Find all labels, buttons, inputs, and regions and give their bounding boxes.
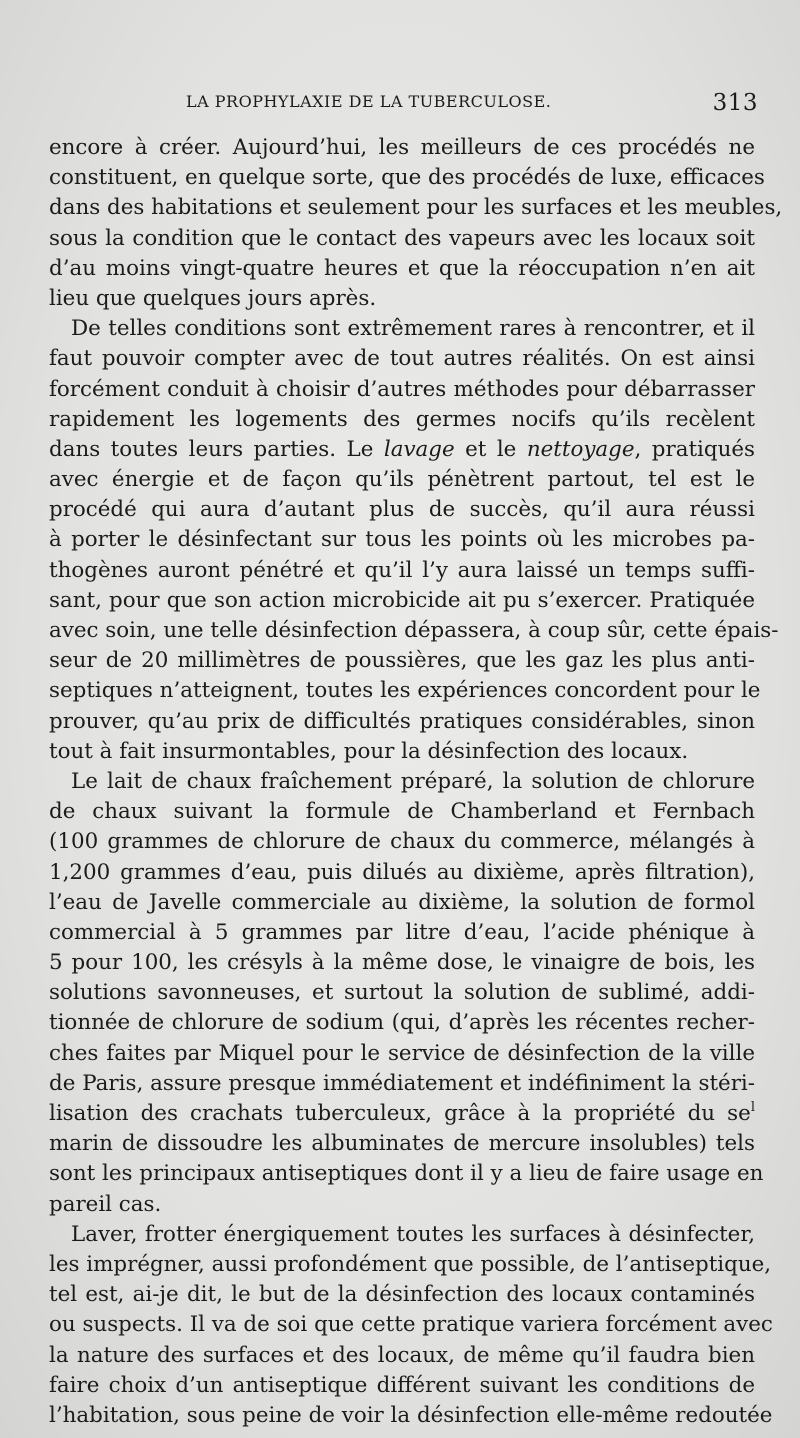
text-line: tionnée de chlorure de sodium (qui, d’après les récentes recher- bbox=[49, 1010, 755, 1036]
text-line: pareil cas. bbox=[49, 1191, 162, 1217]
text-line: dans des habitations et seulement pour les surfaces et les meubles, bbox=[49, 195, 783, 221]
text-line: ou suspects. Il va de soi que cette pratique variera forcément avec bbox=[49, 1312, 773, 1338]
text-line: les imprégner, aussi profondément que possible, de l’antiseptique, bbox=[49, 1251, 772, 1277]
text-line: constituent, en quelque sorte, que des procédés de luxe, efficaces bbox=[49, 165, 765, 191]
text-run: lisation des crachats tuberculeux, grâce à la propriété du se bbox=[49, 1101, 751, 1126]
paragraph-first-line: De telles conditions sont extrêmement rares à rencontrer, et il bbox=[71, 316, 755, 342]
text-line: procédé qui aura d’autant plus de succès, qu’il aura réussi bbox=[49, 497, 755, 523]
text-line: septiques n’atteignent, toutes les expériences concordent pour le bbox=[49, 678, 761, 704]
text-line: sant, pour que son action microbicide ait pu s’exercer. Pratiquée bbox=[49, 587, 755, 613]
text-line: lieu que quelques jours après. bbox=[49, 285, 377, 311]
text-line: marin de dissoudre les albuminates de mercure insolubles) tels bbox=[49, 1131, 755, 1157]
text-line: de chaux suivant la formule de Chamberland et Fernbach bbox=[49, 799, 755, 825]
text-line: avec énergie et de façon qu’ils pénètrent partout, tel est le bbox=[49, 467, 755, 493]
text-line: encore à créer. Aujourd’hui, les meilleurs de ces procédés ne bbox=[49, 135, 755, 160]
paragraph-first-line: Laver, frotter énergiquement toutes les surfaces à désinfecter, bbox=[71, 1221, 755, 1247]
text-line: commercial à 5 grammes par litre d’eau, l’acide phénique à bbox=[49, 919, 755, 945]
text-line: solutions savonneuses, et surtout la solution de sublimé, addi- bbox=[49, 980, 755, 1006]
text-line: la nature des surfaces et des locaux, de même qu’il faudra bien bbox=[49, 1342, 755, 1368]
text-line: d’au moins vingt-quatre heures et que la réoccupation n’en ait bbox=[49, 255, 755, 281]
text-line: l’habitation, sous peine de voir la désinfection elle-même redoutée bbox=[49, 1402, 773, 1428]
text-line: l’eau de Javelle commerciale au dixième, la solution de formol bbox=[49, 889, 755, 915]
page-number: 313 bbox=[712, 90, 758, 116]
body-text bbox=[49, 133, 783, 1431]
text-line: faire choix d’un antiseptique différent suivant les conditions de bbox=[49, 1372, 755, 1398]
text-line: ches faites par Miquel pour le service de désinfection de la ville bbox=[49, 1040, 755, 1066]
italic-term-lavage: lavage bbox=[383, 436, 455, 462]
text-line: seur de 20 millimètres de poussières, que les gaz les plus anti- bbox=[49, 648, 755, 674]
superscript-letter: l bbox=[750, 1100, 755, 1115]
text-line: (100 grammes de chlorure de chaux du commerce, mélangés à bbox=[49, 829, 755, 855]
italic-term-nettoyage: nettoyage bbox=[526, 436, 635, 462]
text-line bbox=[49, 1099, 755, 1129]
paragraph-first-line: Le lait de chaux fraîchement préparé, la solution de chlorure bbox=[71, 768, 755, 794]
text-line: de Paris, assure presque immédiatement et indéfiniment la stéri- bbox=[49, 1070, 755, 1096]
text-line: forcément conduit à choisir d’autres méthodes pour débarrasser bbox=[49, 376, 755, 402]
text-line: tout à fait insurmontables, pour la désinfection des locaux. bbox=[49, 738, 689, 764]
text-line: faut pouvoir compter avec de tout autres réalités. On est ainsi bbox=[49, 346, 755, 372]
text-line: à porter le désinfectant sur tous les points où les microbes pa- bbox=[49, 527, 755, 553]
text-run: , pratiqués bbox=[634, 436, 755, 462]
text-line bbox=[49, 435, 755, 465]
text-run: dans toutes leurs parties. Le bbox=[49, 436, 384, 462]
text-run: et le bbox=[454, 436, 527, 462]
text-line: avec soin, une telle désinfection dépassera, à coup sûr, cette épais- bbox=[49, 618, 779, 643]
text-line: 1,200 grammes d’eau, puis dilués au dixième, après filtration), bbox=[49, 859, 755, 885]
text-line: 5 pour 100, les crésyls à la même dose, le vinaigre de bois, les bbox=[49, 950, 755, 976]
text-line: thogènes auront pénétré et qu’il l’y aura laissé un temps suffi- bbox=[49, 557, 755, 583]
text-line: prouver, qu’au prix de difficultés pratiques considérables, sinon bbox=[49, 708, 755, 734]
text-line: rapidement les logements des germes nocifs qu’ils recèlent bbox=[49, 406, 755, 432]
text-line: sous la condition que le contact des vapeurs avec les locaux soit bbox=[49, 225, 755, 251]
running-title: LA PROPHYLAXIE DE LA TUBERCULOSE. bbox=[186, 92, 552, 111]
text-line: sont les principaux antiseptiques dont il y a lieu de faire usage en bbox=[49, 1161, 764, 1187]
text-line: tel est, ai-je dit, le but de la désinfection des locaux contaminés bbox=[49, 1282, 755, 1308]
page-header bbox=[186, 90, 758, 120]
